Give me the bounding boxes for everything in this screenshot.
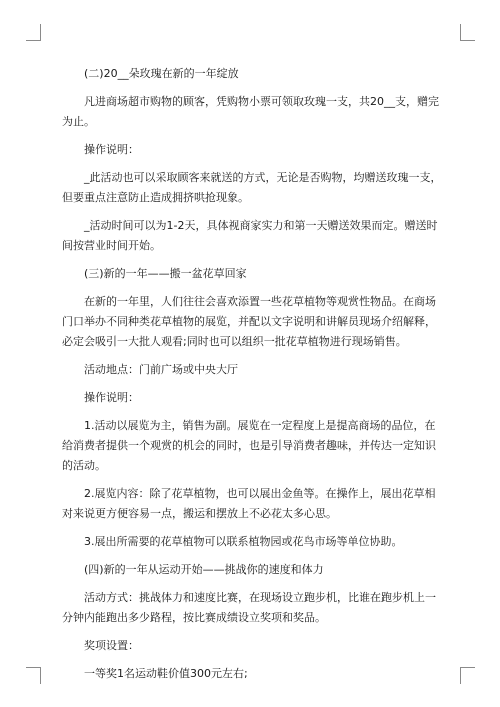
heading-sports: (四)新的一年从运动开始——挑战你的速度和体力 bbox=[84, 563, 324, 576]
paragraph-venue: 活动地点：门前广场或中央大厅 bbox=[84, 363, 238, 376]
crop-mark-top-right bbox=[460, 24, 475, 41]
paragraph-plants-note-2: 2.展览内容：除了花草植物，也可以展出金鱼等。在操作上，展出花草相对来说更方便容易一点，搬运和摆放上不必花太多心思。 bbox=[62, 487, 436, 520]
heading-roses: (二)20__朵玫瑰在新的一年绽放 bbox=[84, 67, 239, 80]
paragraph-plants-note-1: 1.活动以展览为主，销售为副。展览在一定程度上是提高商场的品位，在给消费者提供一个观赏的机会的同时，也是引导消费者趣味，并传达一定知识的活动。 bbox=[62, 419, 436, 472]
heading-plants: (三)新的一年——搬一盆花草回家 bbox=[84, 267, 247, 280]
paragraph-first-prize: 一等奖1名运动鞋价值300元左右; bbox=[84, 667, 248, 680]
operation-notes-label-2: 操作说明： bbox=[84, 391, 139, 404]
paragraph-sports-method: 活动方式：挑战体力和速度比赛，在现场设立跑步机，比谁在跑步机上一分钟内能跑出多少路程，按比赛成绩设立奖项和奖品。 bbox=[62, 591, 436, 624]
crop-mark-bottom-left bbox=[26, 667, 41, 684]
paragraph-plants-intro: 在新的一年里，人们往往会喜欢添置一些花草植物等观赏性物品。在商场门口举办不同种类花草植物的展览，并配以文字说明和讲解员现场介绍解释，必定会吸引一大批人观看;同时也可以组织一批花草植物进行现场销售。 bbox=[62, 295, 436, 348]
paragraph-awards-label: 奖项设置： bbox=[84, 639, 139, 652]
crop-mark-bottom-right bbox=[460, 667, 475, 684]
crop-mark-top-left bbox=[26, 24, 41, 41]
paragraph-rose-note-2: _活动时间可以为1-2天，具体视商家实力和第一天赠送效果而定。赠送时间按营业时间开始。 bbox=[62, 219, 438, 252]
document-body bbox=[62, 64, 444, 692]
paragraph-rose-note-1: _此活动也可以采取顾客来就送的方式，无论是否购物，均赠送玫瑰一支，但要重点注意防止造成拥挤哄抢现象。 bbox=[62, 171, 442, 204]
paragraph-rose-gift: 凡进商场超市购物的顾客，凭购物小票可领取玫瑰一支，共20__支，赠完为止。 bbox=[62, 95, 439, 128]
operation-notes-label: 操作说明： bbox=[84, 143, 139, 156]
paragraph-plants-note-3: 3.展出所需要的花草植物可以联系植物园或花鸟市场等单位协助。 bbox=[84, 535, 403, 548]
